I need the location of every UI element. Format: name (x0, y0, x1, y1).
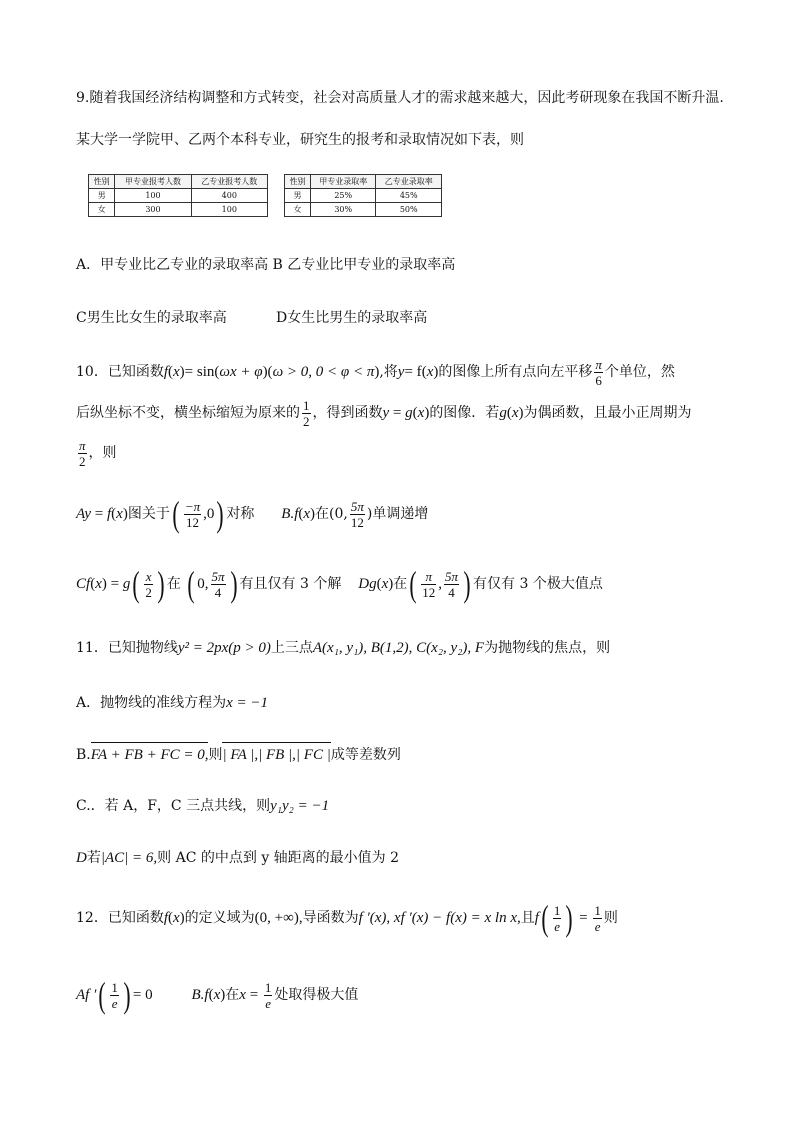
stem-text: 在 (166, 576, 181, 592)
math-symbol: g (499, 405, 507, 421)
stem-text: 成等差数列 (330, 747, 401, 763)
math-text: y² = 2px(p > 0) (177, 640, 271, 656)
fraction-denominator: 12 (185, 514, 199, 530)
math-text: ω > 0, 0 < φ < π (272, 364, 375, 380)
table-cell: 45% (376, 189, 442, 203)
math-symbol: f (534, 910, 539, 926)
table-cell: 400 (191, 189, 267, 203)
math-symbol: y (84, 506, 92, 522)
q9-table-admission-rates (284, 174, 442, 217)
math-text: (0, +∞), (254, 910, 303, 926)
stem-text: 图关于 (127, 506, 170, 522)
math-symbol: f (106, 506, 112, 522)
stem-text: ,将 (379, 364, 398, 380)
fraction-numerator: 1 (303, 397, 310, 413)
math-text: ,0 (203, 506, 215, 522)
fraction-denominator: 2 (79, 453, 86, 469)
fraction-denominator: 2 (303, 413, 310, 429)
stem-text: 有仅有 3 个极大值点 (473, 576, 603, 592)
option-label: D (358, 576, 370, 592)
q10-options-cd: Cf(x) = g( $\frac{x}{2}$ ) 在 ( 0, $\frac{5\pi}{4}$ ) 有且仅有 3 个解 Dg(x)在( $\frac{\pi}{12}$ , $\frac{5\pi}{4}$ ) 有仅有 3 个极大值点 (76, 564, 603, 604)
q10-options-ab: Ay = f(x)图关于( $\frac{-\pi}{12}$ ,0) 对称 B.f(x)在(0, $\frac{5\pi}{12}$ )单调递增 (76, 494, 429, 534)
fraction (144, 569, 153, 600)
q9-stem-line2: 某大学一学院甲、乙两个本科专业，研究生的报考和录取情况如下表，则 (76, 132, 524, 148)
q11-stem (76, 638, 610, 658)
option-label: D (76, 850, 87, 866)
stem-text: 的图像．若 (429, 405, 500, 421)
math-text: 0, (197, 576, 209, 592)
option-label: B. (281, 506, 295, 522)
stem-text: 为偶函数，且最小正周期为 (523, 405, 692, 421)
q9-option-d: D女生比男生的录取率高 (276, 310, 428, 326)
q10-stem-line2: 后纵坐标不变，横坐标缩短为原来的 $\frac{1}{2}$ ，得到函数y = g(x)的图像．若g(x)为偶函数，且最小正周期为 (76, 397, 692, 429)
fraction-denominator: e (265, 995, 272, 1011)
fraction (553, 903, 562, 934)
stem-text: )单调递增 (366, 506, 429, 522)
stem-text: 后纵坐标不变，横坐标缩短为原来的 (76, 405, 300, 421)
q12-stem: 12．已知函数f(x)的定义域为(0, +∞),导函数为f ′(x), xf ′(x) − f(x) = x ln x,且f( $\frac{1}{e}$ ) = $\frac{1}{e}$ 则 (76, 898, 618, 938)
fraction-denominator: e (111, 995, 118, 1011)
math-symbol: f (294, 506, 299, 522)
option-label: A (76, 506, 85, 522)
q10-stem-line1: 10．已知函数f(x)= sin(ωx + φ)(ω > 0, 0 < φ < π),将y= f(x)的图像上所有点向左平移 $\frac{\pi}{6}$ 个单位，然 (76, 356, 675, 388)
math-symbol: f (163, 364, 168, 380)
math-symbol: x (417, 405, 425, 421)
math-text: = f (404, 364, 422, 380)
fraction (110, 980, 119, 1011)
fraction (444, 569, 459, 600)
fraction (184, 499, 201, 530)
q9-stem-line1: 9.随着我国经济结构调整和方式转变，社会对高质量人才的需求越来越大，因此考研现象在我国不断升温. (76, 90, 724, 106)
stem-text: 对称 (226, 506, 255, 522)
math-symbol: x (381, 576, 389, 592)
q11-option-b (76, 745, 401, 765)
table-cell: 30% (310, 203, 376, 217)
math-symbol: y (397, 364, 405, 380)
table-header-cell: 乙专业报考人数 (191, 175, 267, 189)
math-symbol: g (405, 405, 413, 421)
table-header-cell: 甲专业录取率 (310, 175, 376, 189)
math-text: y₁y₂ = −1 (270, 798, 330, 814)
stem-text: 则 (603, 910, 618, 926)
option-text: C.．若 A，F，C 三点共线，则 (76, 798, 271, 814)
fraction (421, 569, 436, 600)
math-symbol: x (116, 506, 123, 522)
stem-text: 11．已知抛物线 (76, 640, 178, 656)
fraction (211, 569, 226, 600)
math-symbol: g (369, 576, 377, 592)
math-text: | FA |,| FB |,| FC | (222, 747, 331, 763)
fraction-denominator: 6 (595, 372, 602, 388)
stem-text: 为抛物线的焦点，则 (484, 640, 611, 656)
math-text: FA + FB + FC = 0, (90, 747, 209, 763)
fraction-denominator: 4 (214, 584, 222, 600)
fraction-denominator: 4 (448, 584, 455, 600)
math-text: ωx + φ (219, 364, 263, 380)
table-header-cell: 甲专业报考人数 (115, 175, 191, 189)
fraction-numerator: 1 (264, 979, 272, 995)
q9-table-applicants (88, 174, 268, 217)
table-cell: 男 (89, 189, 115, 203)
table-cell: 女 (285, 203, 311, 217)
table-cell: 男 (285, 189, 311, 203)
fraction (264, 980, 273, 1011)
fraction-numerator: 1 (594, 902, 601, 918)
fraction-denominator: e (554, 918, 561, 934)
stem-text: ，得到函数 (312, 405, 383, 421)
fraction-numerator: x (145, 568, 152, 584)
math-text: = sin (184, 364, 215, 380)
stem-text: 在 (393, 576, 408, 592)
math-symbol: x (95, 576, 102, 592)
fraction (350, 499, 365, 530)
fraction (593, 903, 602, 934)
fraction-denominator: 2 (145, 584, 152, 600)
math-text: x = −1 (226, 695, 269, 711)
table-header-cell: 性别 (89, 175, 115, 189)
option-label: B. (76, 747, 91, 763)
option-label: B. (191, 987, 205, 1003)
stem-text: 上三点 (270, 640, 313, 656)
q11-option-d (76, 848, 399, 868)
fraction-numerator: π (595, 356, 602, 372)
math-symbol: x (303, 506, 311, 522)
q12-options-ab: Af ′( $\frac{1}{e}$ ) = 0 B.f(x)在x = $\frac{1}{e}$ 处取得极大值 (76, 975, 359, 1015)
stem-text: 则 (208, 747, 223, 763)
stem-text: ，则 (88, 445, 117, 461)
math-text: |AC| = 6, (100, 850, 158, 866)
stem-text: 则 AC 的中点到 y 轴距离的最小值为 2 (157, 850, 400, 866)
stem-text: 若 (86, 850, 101, 866)
q10-stem-line3 (76, 436, 117, 470)
fraction (78, 438, 87, 469)
fraction-denominator: 12 (350, 514, 364, 530)
fraction (594, 357, 603, 388)
stem-text: 在 (225, 987, 240, 1003)
table-header-cell: 性别 (285, 175, 311, 189)
math-text: = 0 (132, 987, 153, 1003)
math-symbol: x (173, 910, 180, 926)
q9-options-ab: A．甲专业比乙专业的录取率高 B 乙专业比甲专业的录取率高 (76, 257, 456, 273)
fraction-numerator: −π (184, 498, 201, 514)
option-text: A．抛物线的准线方程为 (76, 695, 227, 711)
math-symbol: y (382, 405, 390, 421)
math-symbol: x (213, 987, 221, 1003)
math-text: f ′(x), xf ′(x) − f(x) = x ln x, (358, 910, 521, 926)
fraction-numerator: 1 (553, 902, 561, 918)
option-label: A (76, 987, 86, 1003)
table-header-cell: 乙专业录取率 (376, 175, 442, 189)
math-symbol: f (204, 987, 209, 1003)
stem-text: 在(0, (315, 506, 348, 522)
table-cell: 50% (376, 203, 442, 217)
stem-text: 且 (520, 910, 535, 926)
q9-option-c: C男生比女生的录取率高 (76, 310, 227, 326)
option-label: C (76, 576, 87, 592)
math-symbol: g (122, 576, 131, 592)
stem-text: 12．已知函数 (76, 910, 164, 926)
fraction-denominator: 12 (422, 584, 436, 600)
fraction-numerator: 5π (211, 568, 225, 584)
math-symbol: f (86, 576, 91, 592)
stem-text: 有且仅有 3 个解 (239, 576, 342, 592)
math-symbol: x (426, 364, 434, 380)
table-cell: 25% (310, 189, 376, 203)
table-cell: 100 (191, 203, 267, 217)
table-cell: 女 (89, 203, 115, 217)
math-symbol: f (163, 910, 168, 926)
stem-text: 导函数为 (302, 910, 359, 926)
fraction-numerator: 5π (445, 568, 459, 584)
fraction-numerator: π (421, 569, 436, 585)
q11-option-a (76, 693, 268, 713)
fraction-numerator: π (79, 437, 86, 453)
q10-number: 10．已知函数 (76, 364, 164, 380)
table-cell: 100 (115, 189, 191, 203)
fraction-denominator: e (594, 918, 601, 934)
fraction-numerator: 5π (350, 498, 364, 514)
stem-text: 个单位，然 (604, 364, 675, 380)
stem-text: 处取得极大值 (274, 987, 359, 1003)
math-text: A(x₁, y₁), B(1,2), C(x₂, y₂), F (312, 640, 485, 656)
q11-option-c (76, 796, 329, 816)
stem-text: 的定义域为 (184, 910, 255, 926)
stem-text: 的图像上所有点向左平移 (438, 364, 593, 380)
fraction-numerator: 1 (111, 979, 118, 995)
fraction (302, 398, 311, 429)
math-symbol: x (239, 987, 246, 1003)
math-symbol: x (173, 364, 180, 380)
math-symbol: x (511, 405, 519, 421)
table-cell: 300 (115, 203, 191, 217)
